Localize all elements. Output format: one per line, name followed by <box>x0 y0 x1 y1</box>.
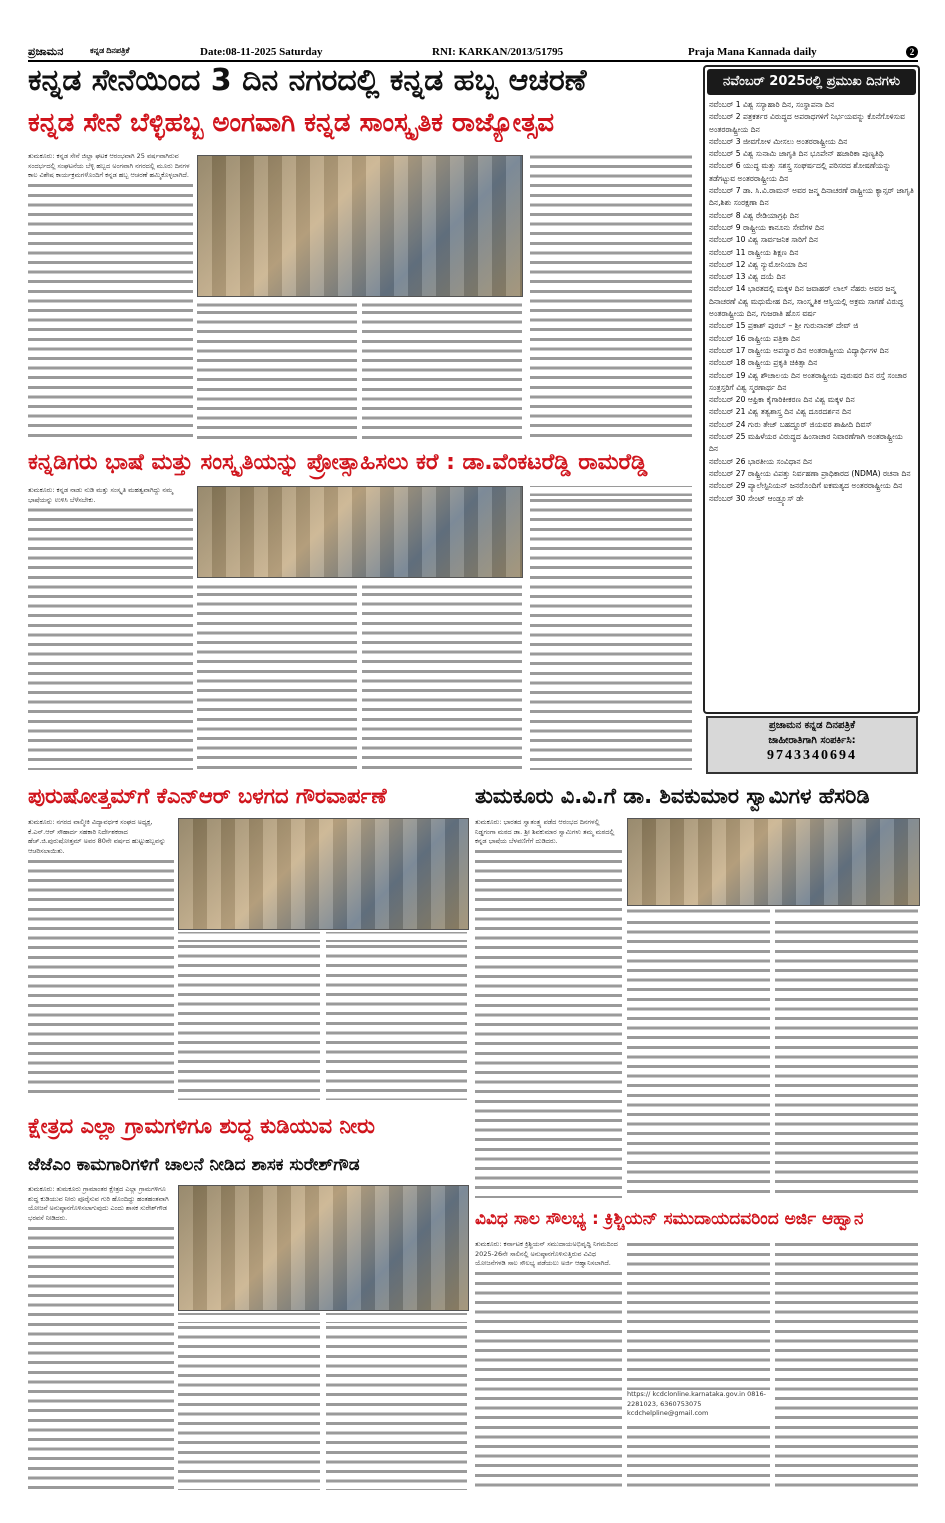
masthead-logo: ಪ್ರಜಾಮನ <box>28 46 64 58</box>
important-day-item: ನವೆಂಬರ್ 8 ವಿಶ್ವ ರೇಡಿಯಾಗ್ರಫಿ ದಿನ <box>709 210 799 220</box>
subheadline: ಜೆಜೆಎಂ ಕಾಮಗಾರಿಗಳಿಗೆ ಚಾಲನೆ ನೀಡಿದ ಶಾಸಕ ಸುರೇಶ್‌ಗೌಡ <box>28 1155 360 1175</box>
article-body-col <box>530 152 692 440</box>
headline: ಕನ್ನಡ ಸೇನೆಯಿಂದ 3 ದಿನ ನಗರದಲ್ಲಿ ಕನ್ನಡ ಹಬ್ಬ ಆಚರಣೆ <box>28 63 587 98</box>
important-day-item: ನವೆಂಬರ್ 16 ರಾಷ್ಟ್ರೀಯ ಪತ್ರಿಕಾ ದಿನ <box>709 333 801 343</box>
important-day-item: ನವೆಂಬರ್ 17 ರಾಷ್ಟ್ರೀಯ ಅಪಸ್ಮಾರ ದಿನ ಅಂತರಾಷ್ಟ್ರೀಯ ವಿದ್ಯಾರ್ಥಿಗಳ ದಿನ <box>709 345 889 355</box>
important-day-item: ನವೆಂಬರ್ 13 ವಿಶ್ವ ದಯೆ ದಿನ <box>709 272 786 282</box>
article-photo <box>178 818 469 930</box>
important-day-item: ನವೆಂಬರ್ 21 ವಿಶ್ವ ತತ್ವಶಾಸ್ತ್ರ ದಿನ ವಿಶ್ವ ದೂರದರ್ಶನ ದಿನ <box>709 407 852 417</box>
page-number: 2 <box>906 46 918 58</box>
important-day-item: ನವೆಂಬರ್ 14 ಭಾರತದಲ್ಲಿ ಮಕ್ಕಳ ದಿನ ಜವಾಹರ್ ಲಾಲ್ ನೆಹರು ಅವರ ಜನ್ಮ ದಿನಾಚರಣೆ ವಿಶ್ವ ಮಧುಮೇಹ ದಿನ, ಸಾಂಸ್ಕೃತಿಕ ಆಸ್ತಿಯಲ್ಲಿ ಅಕ್ರಮ ಸಾಗಣೆ ವಿರುದ್ಧ ಅಂತರಾಷ್ಟ್ರೀಯ ದಿನ, ಗುಜರಾತಿ ಹೊಸ ವರ್ಷ <box>709 284 904 319</box>
article-body-col <box>530 486 692 770</box>
subheadline: ಕನ್ನಡ ಸೇನೆ ಬೆಳ್ಳಿಹಬ್ಬ ಅಂಗವಾಗಿ ಕನ್ನಡ ಸಾಂಸ್ಕೃತಿಕ ರಾಜ್ಯೋತ್ಸವ <box>28 108 555 138</box>
article-photo <box>197 486 523 578</box>
important-day-item: ನವೆಂಬರ್ 26 ಭಾರತೀಯ ಸಂವಿಧಾನ ದಿನ <box>709 456 813 466</box>
article-body-col <box>178 932 320 1100</box>
important-day-item: ನವೆಂಬರ್ 10 ವಿಶ್ವ ಸಾರ್ವಜನಿಕ ಸಾರಿಗೆ ದಿನ <box>709 235 819 245</box>
paper-name: Praja Mana Kannada daily <box>688 46 817 58</box>
article-body-col <box>178 1313 320 1490</box>
important-day-item: ನವೆಂಬರ್ 2 ಪತ್ರಕರ್ತರ ವಿರುದ್ಧದ ಅಪರಾಧಗಳಿಗೆ ನಿರ್ಭಯವನ್ನು ಕೊನೆಗೊಳಿಸುವ ಅಂತರರಾಷ್ಟ್ರೀಯ ದಿನ <box>709 112 906 134</box>
important-day-item: ನವೆಂಬರ್ 19 ವಿಶ್ವ ಶೌಚಾಲಯ ದಿನ ಅಂತರಾಷ್ಟ್ರೀಯ ಪುರುಷರ ದಿನ ರಸ್ತೆ ಸಂಚಾರ ಸಂತ್ರಸ್ತರಿಗೆ ವಿಶ್ವ ಸ್ಮರಣಾರ್ಥ ದಿನ <box>709 370 907 392</box>
important-day-item: ನವೆಂಬರ್ 15 ಪ್ರಕಾಶ್ ಪುರಬ್ – ಶ್ರೀ ಗುರುನಾನಕ್ ದೇವ್ ಜಿ <box>709 321 859 331</box>
article-body <box>28 152 193 440</box>
masthead-tagline: ಕನ್ನಡ ದಿನಪತ್ರಿಕೆ <box>90 46 130 55</box>
article-body <box>475 1240 622 1490</box>
article-lead: ತುಮಕೂರು: ಕನ್ನಡ ನಾಡು ನುಡಿ ಮತ್ತು ಸಂಸ್ಕೃತಿ ಮಹತ್ವವಾಗಿದ್ದು ನಮ್ಮ ಭಾಷೆಯನ್ನು ಉಳಿಸಿ ಬೆಳೆಸಬೇಕು. <box>28 486 193 505</box>
article-body-col <box>326 1313 467 1490</box>
article-body-col <box>775 908 918 1198</box>
article-body <box>28 1185 174 1490</box>
important-day-item: ನವೆಂಬರ್ 1 ವಿಶ್ವ ಸಸ್ಯಾಹಾರಿ ದಿನ, ಸಂಸ್ಥಾಪನಾ ದಿನ <box>709 100 835 109</box>
article-lead: ತುಮಕೂರು: ತುಮಕೂರು ಗ್ರಾಮಾಂತರ ಕ್ಷೇತ್ರದ ಎಲ್ಲಾ ಗ್ರಾಮಗಳಿಗೂ ಶುದ್ಧ ಕುಡಿಯುವ ನೀರು ಪೂರೈಸುವ ಗುರಿ ಹೊಂದಿದ್ದು ಹಂತಹಂತವಾಗಿ ಯೋಜನೆ ಅನುಷ್ಠಾನಗೊಳಿಸಲಾಗುವುದು ಎಂದು ಶಾಸಕ ಸುರೇಶ್‌ಗೌಡ ಭರವಸೆ ನೀಡಿದರು. <box>28 1185 174 1223</box>
important-day-item: ನವೆಂಬರ್ 20 ಆಫ್ರಿಕಾ ಕೈಗಾರಿಕೀಕರಣ ದಿನ ವಿಶ್ವ ಮಕ್ಕಳ ದಿನ <box>709 395 855 405</box>
important-day-item: ನವೆಂಬರ್ 11 ರಾಷ್ಟ್ರೀಯ ಶಿಕ್ಷಣ ದಿನ <box>709 247 799 257</box>
headline: ಕ್ಷೇತ್ರದ ಎಲ್ಲಾ ಗ್ರಾಮಗಳಿಗೂ ಶುದ್ಧ ಕುಡಿಯುವ ನೀರು <box>28 1114 375 1138</box>
important-day-item: ನವೆಂಬರ್ 24 ಗುರು ತೇಜ್ ಬಹದ್ದೂರ್ ಜಿಯವರ ಶಾಹೀದಿ ದಿವಸ್ <box>709 419 872 429</box>
important-day-item: ನವೆಂಬರ್ 7 ಡಾ. ಸಿ.ವಿ.ರಾಮನ್ ಅವರ ಜನ್ಮ ದಿನಾಚರಣೆ ರಾಷ್ಟ್ರೀಯ ಕ್ಯಾನ್ಸರ್ ಜಾಗೃತಿ ದಿನ,ಶಿಶು ಸಂರಕ್ಷಣಾ ದಿನ <box>709 186 914 208</box>
article-body-col <box>197 298 357 440</box>
headline: ವಿವಿಧ ಸಾಲ ಸೌಲಭ್ಯ : ಕ್ರಿಶ್ಚಿಯನ್ ಸಮುದಾಯದವರಿಂದ ಅರ್ಜಿ ಆಹ್ವಾನ <box>475 1209 864 1229</box>
article-body <box>28 486 193 770</box>
ad-line: ಪ್ರಜಾಮನ ಕನ್ನಡ ದಿನಪತ್ರಿಕೆ <box>769 720 855 731</box>
article-body-col <box>627 1240 770 1490</box>
article-lead: ತುಮಕೂರು: ಭಾರತದ ಸ್ವಾತಂತ್ರ್ಯ ಪಡೆದ ಆರಂಭದ ದಿನಗಳಲ್ಲಿ ನಿಡ್ಡಗಂಗಾ ಮಠದ ಡಾ. ಶ್ರೀ ಶಿವಕುಮಾರ ಸ್ವಾಮಿಗಳು ತಮ್ಮ ಮಠದಲ್ಲಿ ಕನ್ನಡ ಭಾಷೆಯ ಬೆಳವಣಿಗೆಗೆ ದುಡಿದರು. <box>475 818 622 847</box>
article-photo <box>627 818 920 906</box>
headline: ಕನ್ನಡಿಗರು ಭಾಷೆ ಮತ್ತು ಸಂಸ್ಕೃತಿಯನ್ನು ಪ್ರೋತ್ಸಾಹಿಸಲು ಕರೆ : ಡಾ.ವೆಂಕಟರೆಡ್ಡಿ ರಾಮರೆಡ್ಡಿ <box>28 450 648 475</box>
article-lead: ತುಮಕೂರು: ಕರ್ನಾಟಕ ಕ್ರಿಶ್ಚಿಯನ್ ಸಮುದಾಯಅಭಿವೃದ್ಧಿ ನಿಗಮದಿಂದ 2025-26ನೇ ಸಾಲಿನಲ್ಲಿ ಅನುಷ್ಠಾನಗೊಳಿಸುತ್ತಿರುವ ವಿವಿಧ ಯೋಜನೆಗಳಡಿ ಸಾಲ ಸೌಲಭ್ಯ ಪಡೆಯಲು ಅರ್ಜಿ ಆಹ್ವಾನಿಸಲಾಗಿದೆ. <box>475 1240 622 1269</box>
important-day-item: ನವೆಂಬರ್ 25 ಮಹಿಳೆಯರ ವಿರುದ್ಧದ ಹಿಂಸಾಚಾರ ನಿವಾರಣೆಗಾಗಿ ಅಂತರಾಷ್ಟ್ರೀಯ ದಿನ <box>709 432 903 454</box>
article-body-col <box>775 1240 918 1490</box>
sidebar-title: ನವೆಂಬರ್ 2025ರಲ್ಲಿ ಪ್ರಮುಖ ದಿನಗಳು <box>707 69 916 95</box>
advertisement-box <box>706 716 918 774</box>
important-days-box <box>703 65 920 714</box>
masthead-bar <box>28 44 918 62</box>
article-body-col <box>627 908 770 1198</box>
article-lead: ತುಮಕೂರು: ಕನ್ನಡ ಸೇನೆ ಜಿಲ್ಲಾ ಘಟಕ ಆರಂಭವಾಗಿ 25 ವರ್ಷವಾಗಿರುವ ಸಂದರ್ಭದಲ್ಲಿ ಸಂಘಟನೆಯ ಬೆಳ್ಳಿ ಹಬ್ಬದ ಅಂಗವಾಗಿ ನಗರದಲ್ಲಿ ಮೂರು ದಿನಗಳ ಕಾಲ ವಿಶೇಷ ಕಾರ್ಯಕ್ರಮಗಳೊಂದಿಗೆ ಕನ್ನಡ ಹಬ್ಬ ಆಚರಣೆ ಹಮ್ಮಿಕೊಳ್ಳಲಾಗಿದೆ. <box>28 152 193 181</box>
headline: ಪುರುಷೋತ್ತಮ್‌ಗೆ ಕೆಎನ್‌ಆರ್ ಬಳಗದ ಗೌರವಾರ್ಪಣೆ <box>28 784 387 808</box>
important-day-item: ನವೆಂಬರ್ 6 ಯುದ್ಧ ಮತ್ತು ಸಶಸ್ತ್ರ ಸಂಘರ್ಷದಲ್ಲಿ ಪರಿಸರದ ಶೋಷಣೆಯನ್ನು ತಡೆಗಟ್ಟುವ ಅಂತರರಾಷ್ಟ್ರೀಯ ದಿನ <box>709 161 891 183</box>
important-day-item: ನವೆಂಬರ್ 29 ಪ್ಯಾಲೇಸ್ಟಿನಿಯನ್ ಜನರೊಂದಿಗೆ ಐಕಮತ್ಯದ ಅಂತರರಾಷ್ಟ್ರೀಯ ದಿನ <box>709 481 903 491</box>
article-photo <box>197 155 523 297</box>
article-body-col <box>326 932 467 1100</box>
article-body-col <box>362 580 522 770</box>
important-day-item: ನವೆಂಬರ್ 5 ವಿಶ್ವ ಸುನಾಮಿ ಜಾಗೃತಿ ದಿನ ಭೂಪೇನ್ ಹಜಾರಿಕಾ ಪುಣ್ಯತಿಥಿ <box>709 149 884 159</box>
important-day-item: ನವೆಂಬರ್ 12 ವಿಶ್ವ ನ್ಯುಮೋನಿಯಾ ದಿನ <box>709 259 808 269</box>
important-day-item: ನವೆಂಬರ್ 3 ಜೀವಗೋಳ ಮೀಸಲು ಅಂತರರಾಷ್ಟ್ರೀಯ ದಿನ <box>709 136 848 146</box>
article-body <box>475 818 622 1198</box>
article-body-col <box>362 298 522 440</box>
rni-number: RNI: KARKAN/2013/51795 <box>432 46 564 58</box>
article-lead: ತುಮಕೂರು: ನಗರದ ವಾಲ್ಮೀಕಿ ವಿದ್ಯಾವರ್ಧಕ ಸಂಘದ ಅಧ್ಯಕ್ಷ, ಕೆ.ಎನ್.ಆರ್ ಸೌಹಾರ್ದ ಸಹಕಾರಿ ನಿರ್ದೇಶಕರಾದ ಹೆಚ್.ಜಿ.ಪುರುಷೋತ್ತಮ್ ಅವರ 80ನೇ ವರ್ಷದ ಹುಟ್ಟುಹಬ್ಬವನ್ನು ಆಚರಿಸಲಾಯಿತು. <box>28 818 174 856</box>
important-day-item: ನವೆಂಬರ್ 9 ರಾಷ್ಟ್ರೀಯ ಕಾನೂನು ಸೇವೆಗಳ ದಿನ <box>709 222 825 232</box>
ad-phone: 9743340694 <box>767 748 857 763</box>
important-day-item: ನವೆಂಬರ್ 30 ಸೇಂಟ್ ಆಂಡ್ರ್ಯೂಸ್ ಡೇ <box>709 493 804 503</box>
article-photo <box>178 1185 469 1311</box>
contact-details: https:// kcdclonline.karnataka.gov.in 0816-2281023, 6360753075 kcdchelpline@gmail.com <box>627 1390 770 1419</box>
article-body-col <box>197 580 357 770</box>
important-day-item: ನವೆಂಬರ್ 18 ರಾಷ್ಟ್ರೀಯ ಪ್ರಕೃತಿ ಚಿಕಿತ್ಸಾ ದಿನ <box>709 358 818 368</box>
important-days-list <box>709 99 914 505</box>
headline: ತುಮಕೂರು ವಿ.ವಿ.ಗೆ ಡಾ. ಶಿವಕುಮಾರ ಸ್ವಾಮಿಗಳ ಹೆಸರಿಡಿ <box>475 784 870 808</box>
issue-date: Date:08-11-2025 Saturday <box>200 46 323 58</box>
important-day-item: ನವೆಂಬರ್ 27 ರಾಷ್ಟ್ರೀಯ ವಿಪತ್ತು ನಿರ್ವಹಣಾ ಪ್ರಾಧಿಕಾರದ (NDMA) ರಚನಾ ದಿನ <box>709 468 911 478</box>
ad-line: ಜಾಹೀರಾತಿಗಾಗಿ ಸಂಪರ್ಕಿಸಿ: <box>768 735 856 746</box>
article-body <box>28 818 174 1100</box>
